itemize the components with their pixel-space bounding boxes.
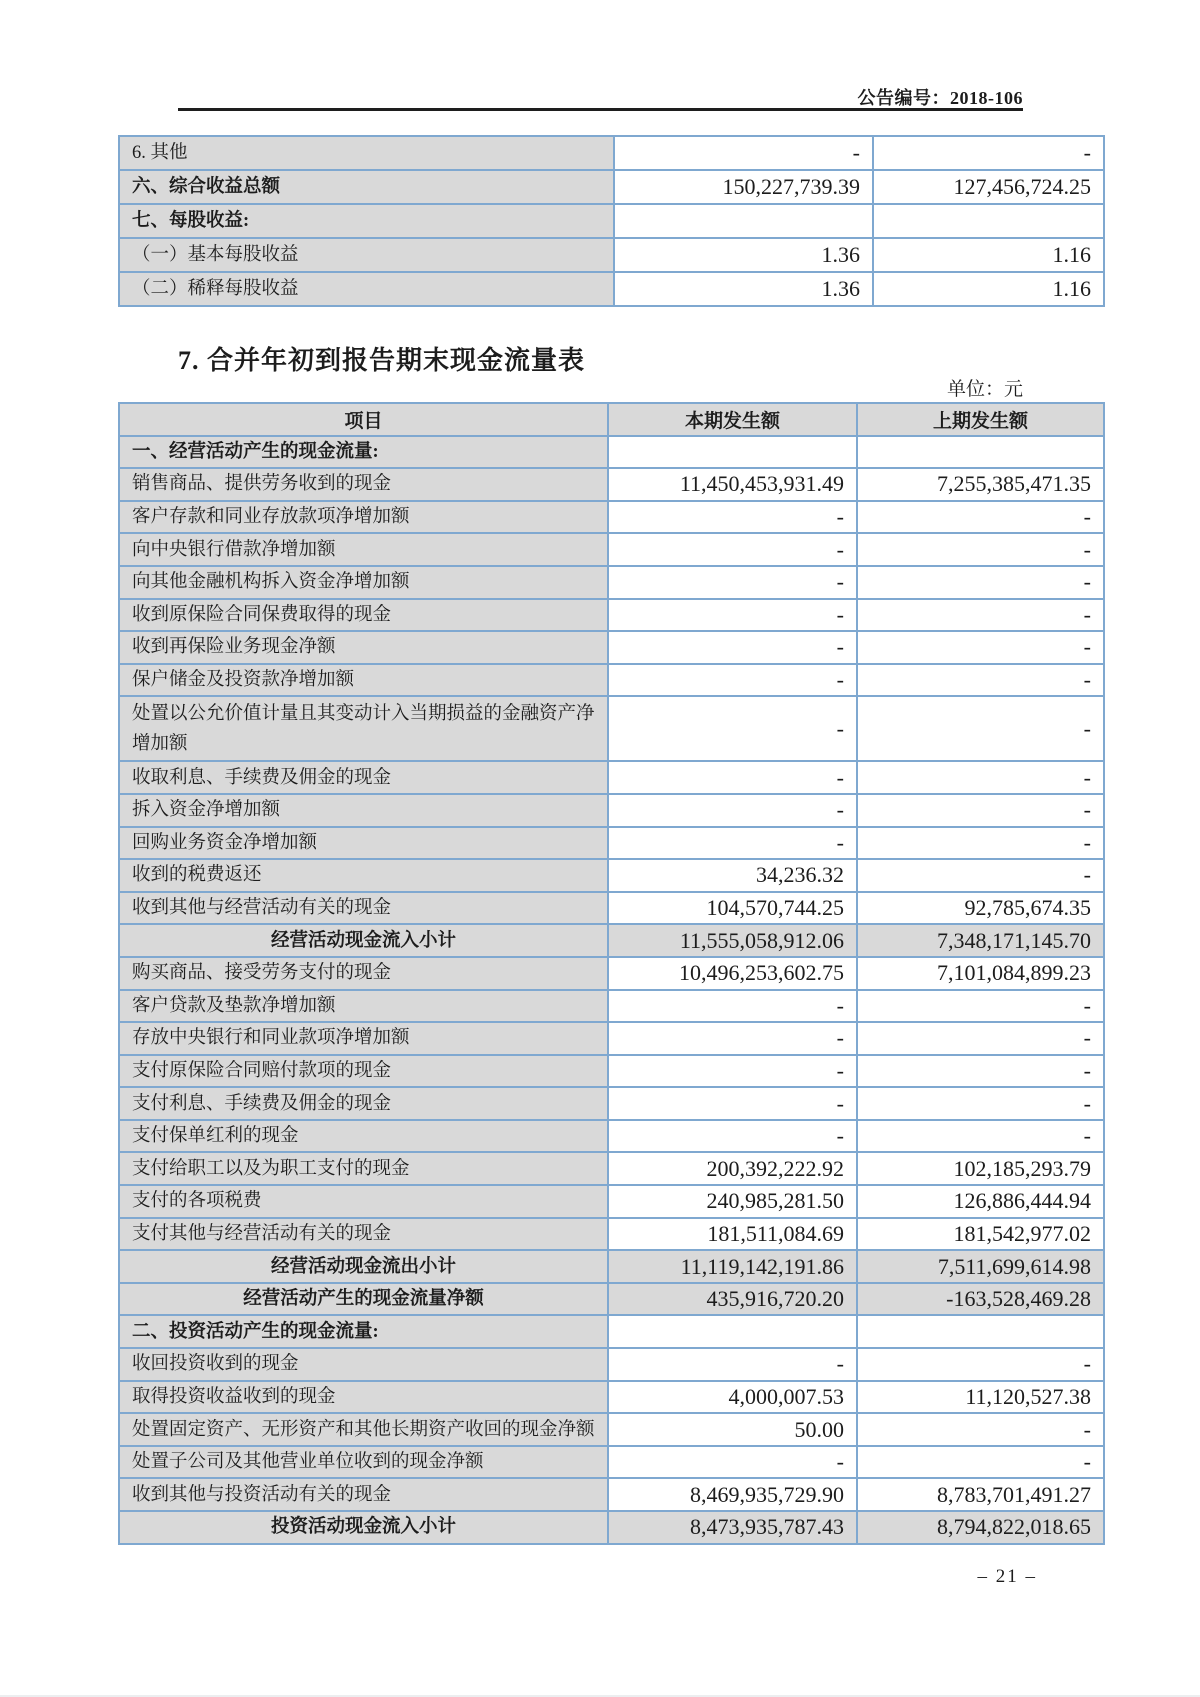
- table-row: [119, 468, 1104, 501]
- row-label-cell: （二）稀释每股收益: [119, 272, 614, 306]
- prior-amount-cell: 1.16: [873, 272, 1104, 306]
- table-row: [119, 794, 1104, 827]
- current-amount-cell: 104,570,744.25: [608, 892, 857, 925]
- row-label-cell: 收回投资收到的现金: [119, 1348, 608, 1381]
- table-row: [119, 827, 1104, 860]
- current-amount-cell: 8,473,935,787.43: [608, 1511, 857, 1544]
- prior-amount-cell: -: [857, 533, 1104, 566]
- current-amount-cell: -: [608, 1348, 857, 1381]
- current-amount-cell: 8,469,935,729.90: [608, 1478, 857, 1511]
- row-label-cell: 投资活动现金流入小计: [119, 1511, 608, 1544]
- current-amount-cell: 200,392,222.92: [608, 1152, 857, 1185]
- prior-amount-cell: 8,794,822,018.65: [857, 1511, 1104, 1544]
- table-row: [119, 170, 1104, 204]
- row-label-cell: 支付的各项税费: [119, 1185, 608, 1218]
- table-row: [119, 1511, 1104, 1544]
- prior-amount-cell: -: [857, 599, 1104, 632]
- current-amount-cell: -: [608, 501, 857, 534]
- column-header-prior-period: 上期发生额: [857, 403, 1104, 436]
- prior-amount-cell: 102,185,293.79: [857, 1152, 1104, 1185]
- prior-amount-cell: -: [857, 1348, 1104, 1381]
- prior-amount-cell: 127,456,724.25: [873, 170, 1104, 204]
- prior-amount-cell: 126,886,444.94: [857, 1185, 1104, 1218]
- prior-amount-cell: -: [857, 827, 1104, 860]
- current-amount-cell: 4,000,007.53: [608, 1381, 857, 1414]
- current-amount-cell: -: [608, 664, 857, 697]
- column-header-current-period: 本期发生额: [608, 403, 857, 436]
- prior-amount-cell: -: [857, 566, 1104, 599]
- row-label-cell: 向中央银行借款净增加额: [119, 533, 608, 566]
- prior-amount-cell: -: [857, 664, 1104, 697]
- prior-amount-cell: 7,511,699,614.98: [857, 1250, 1104, 1283]
- current-amount-cell: 240,985,281.50: [608, 1185, 857, 1218]
- row-label-cell: 客户存款和同业存放款项净增加额: [119, 501, 608, 534]
- prior-amount-cell: [857, 1315, 1104, 1348]
- table-row: [119, 1055, 1104, 1088]
- current-amount-cell: 50.00: [608, 1413, 857, 1446]
- prior-amount-cell: -: [857, 990, 1104, 1023]
- prior-amount-cell: -: [873, 136, 1104, 170]
- current-amount-cell: 181,511,084.69: [608, 1218, 857, 1251]
- unit-label: 单位：元: [946, 379, 1023, 400]
- row-label-cell: 存放中央银行和同业款项净增加额: [119, 1022, 608, 1055]
- prior-amount-cell: -: [857, 501, 1104, 534]
- prior-amount-cell: 8,783,701,491.27: [857, 1478, 1104, 1511]
- section-title: 7. 合并年初到报告期末现金流量表: [178, 346, 586, 375]
- current-amount-cell: -: [608, 990, 857, 1023]
- current-amount-cell: -: [608, 599, 857, 632]
- prior-amount-cell: 7,101,084,899.23: [857, 957, 1104, 990]
- row-label-cell: 向其他金融机构拆入资金净增加额: [119, 566, 608, 599]
- current-amount-cell: 435,916,720.20: [608, 1283, 857, 1316]
- table-row: [119, 990, 1104, 1023]
- row-label-cell: 一、经营活动产生的现金流量:: [119, 436, 608, 469]
- current-amount-cell: -: [608, 566, 857, 599]
- table-row: [119, 599, 1104, 632]
- table-row: [119, 1478, 1104, 1511]
- row-label-cell: 支付利息、手续费及佣金的现金: [119, 1087, 608, 1120]
- prior-amount-cell: -: [857, 1120, 1104, 1153]
- row-label-cell: 6. 其他: [119, 136, 614, 170]
- current-amount-cell: -: [608, 1446, 857, 1479]
- table-header-row: [119, 403, 1104, 436]
- current-amount-cell: 11,555,058,912.06: [608, 924, 857, 957]
- table-row: [119, 1120, 1104, 1153]
- prior-amount-cell: -: [857, 1055, 1104, 1088]
- row-label-cell: 取得投资收益收到的现金: [119, 1381, 608, 1414]
- prior-amount-cell: 181,542,977.02: [857, 1218, 1104, 1251]
- prior-amount-cell: 11,120,527.38: [857, 1381, 1104, 1414]
- current-amount-cell: -: [608, 696, 857, 761]
- table-row: [119, 1413, 1104, 1446]
- row-label-cell: 处置以公允价值计量且其变动计入当期损益的金融资产净增加额: [119, 696, 608, 761]
- row-label-cell: 客户贷款及垫款净增加额: [119, 990, 608, 1023]
- row-label-cell: 处置子公司及其他营业单位收到的现金净额: [119, 1446, 608, 1479]
- current-amount-cell: -: [608, 1022, 857, 1055]
- current-amount-cell: [608, 1315, 857, 1348]
- prior-amount-cell: -: [857, 1022, 1104, 1055]
- prior-amount-cell: 92,785,674.35: [857, 892, 1104, 925]
- table-row: [119, 1446, 1104, 1479]
- prior-amount-cell: -: [857, 761, 1104, 794]
- column-header-item: 项目: [119, 403, 608, 436]
- table-row: [119, 631, 1104, 664]
- table-row: [119, 859, 1104, 892]
- row-label-cell: 经营活动现金流入小计: [119, 924, 608, 957]
- doc-number: 公告编号：2018-106: [857, 88, 1023, 108]
- current-amount-cell: [608, 436, 857, 469]
- row-label-cell: 支付给职工以及为职工支付的现金: [119, 1152, 608, 1185]
- top-table-body: [119, 136, 1104, 306]
- table-row: [119, 1250, 1104, 1283]
- table-row: [119, 566, 1104, 599]
- prior-amount-cell: 1.16: [873, 238, 1104, 272]
- prior-amount-cell: -163,528,469.28: [857, 1283, 1104, 1316]
- header-rule: [178, 108, 1023, 111]
- table-row: [119, 1283, 1104, 1316]
- current-amount-cell: 34,236.32: [608, 859, 857, 892]
- table-row: [119, 1315, 1104, 1348]
- row-label-cell: 购买商品、接受劳务支付的现金: [119, 957, 608, 990]
- prior-amount-cell: -: [857, 1413, 1104, 1446]
- table-row: [119, 436, 1104, 469]
- prior-amount-cell: 7,348,171,145.70: [857, 924, 1104, 957]
- table-row: [119, 924, 1104, 957]
- table-row: [119, 501, 1104, 534]
- row-label-cell: （一）基本每股收益: [119, 238, 614, 272]
- prior-amount-cell: 7,255,385,471.35: [857, 468, 1104, 501]
- current-amount-cell: -: [608, 1120, 857, 1153]
- current-amount-cell: -: [608, 1055, 857, 1088]
- page-number: – 21 –: [977, 1566, 1037, 1587]
- table-row: [119, 204, 1104, 238]
- current-amount-cell: 1.36: [614, 272, 873, 306]
- table-row: [119, 272, 1104, 306]
- row-label-cell: 七、每股收益:: [119, 204, 614, 238]
- row-label-cell: 拆入资金净增加额: [119, 794, 608, 827]
- table-row: [119, 761, 1104, 794]
- table-row: [119, 664, 1104, 697]
- prior-amount-cell: -: [857, 1087, 1104, 1120]
- current-amount-cell: -: [608, 631, 857, 664]
- current-amount-cell: 150,227,739.39: [614, 170, 873, 204]
- current-amount-cell: -: [608, 761, 857, 794]
- current-amount-cell: -: [608, 533, 857, 566]
- table-row: [119, 1381, 1104, 1414]
- row-label-cell: 支付其他与经营活动有关的现金: [119, 1218, 608, 1251]
- row-label-cell: 收到其他与经营活动有关的现金: [119, 892, 608, 925]
- table-row: [119, 238, 1104, 272]
- current-amount-cell: -: [614, 136, 873, 170]
- table-row: [119, 136, 1104, 170]
- prior-amount-cell: -: [857, 859, 1104, 892]
- prior-amount-cell: [873, 204, 1104, 238]
- row-label-cell: 二、投资活动产生的现金流量:: [119, 1315, 608, 1348]
- current-amount-cell: 1.36: [614, 238, 873, 272]
- current-amount-cell: [614, 204, 873, 238]
- table-row: [119, 1185, 1104, 1218]
- row-label-cell: 收取利息、手续费及佣金的现金: [119, 761, 608, 794]
- table-row: [119, 1348, 1104, 1381]
- current-amount-cell: 11,450,453,931.49: [608, 468, 857, 501]
- table-row: [119, 1022, 1104, 1055]
- income-summary-table: [118, 135, 1105, 307]
- current-amount-cell: -: [608, 827, 857, 860]
- row-label-cell: 支付保单红利的现金: [119, 1120, 608, 1153]
- table-row: [119, 1152, 1104, 1185]
- table-row: [119, 1087, 1104, 1120]
- main-table-body: [119, 436, 1104, 1544]
- prior-amount-cell: -: [857, 1446, 1104, 1479]
- row-label-cell: 处置固定资产、无形资产和其他长期资产收回的现金净额: [119, 1413, 608, 1446]
- cash-flow-table: [118, 402, 1105, 1545]
- row-label-cell: 回购业务资金净增加额: [119, 827, 608, 860]
- table-row: [119, 957, 1104, 990]
- row-label-cell: 收到原保险合同保费取得的现金: [119, 599, 608, 632]
- table-row: [119, 892, 1104, 925]
- row-label-cell: 收到其他与投资活动有关的现金: [119, 1478, 608, 1511]
- prior-amount-cell: -: [857, 631, 1104, 664]
- prior-amount-cell: -: [857, 696, 1104, 761]
- table-row: [119, 1218, 1104, 1251]
- row-label-cell: 六、综合收益总额: [119, 170, 614, 204]
- table-row: [119, 533, 1104, 566]
- table-row: [119, 696, 1104, 761]
- current-amount-cell: 10,496,253,602.75: [608, 957, 857, 990]
- current-amount-cell: -: [608, 1087, 857, 1120]
- current-amount-cell: -: [608, 794, 857, 827]
- row-label-cell: 收到的税费返还: [119, 859, 608, 892]
- row-label-cell: 支付原保险合同赔付款项的现金: [119, 1055, 608, 1088]
- prior-amount-cell: -: [857, 794, 1104, 827]
- row-label-cell: 经营活动现金流出小计: [119, 1250, 608, 1283]
- row-label-cell: 经营活动产生的现金流量净额: [119, 1283, 608, 1316]
- row-label-cell: 收到再保险业务现金净额: [119, 631, 608, 664]
- row-label-cell: 保户储金及投资款净增加额: [119, 664, 608, 697]
- row-label-cell: 销售商品、提供劳务收到的现金: [119, 468, 608, 501]
- current-amount-cell: 11,119,142,191.86: [608, 1250, 857, 1283]
- prior-amount-cell: [857, 436, 1104, 469]
